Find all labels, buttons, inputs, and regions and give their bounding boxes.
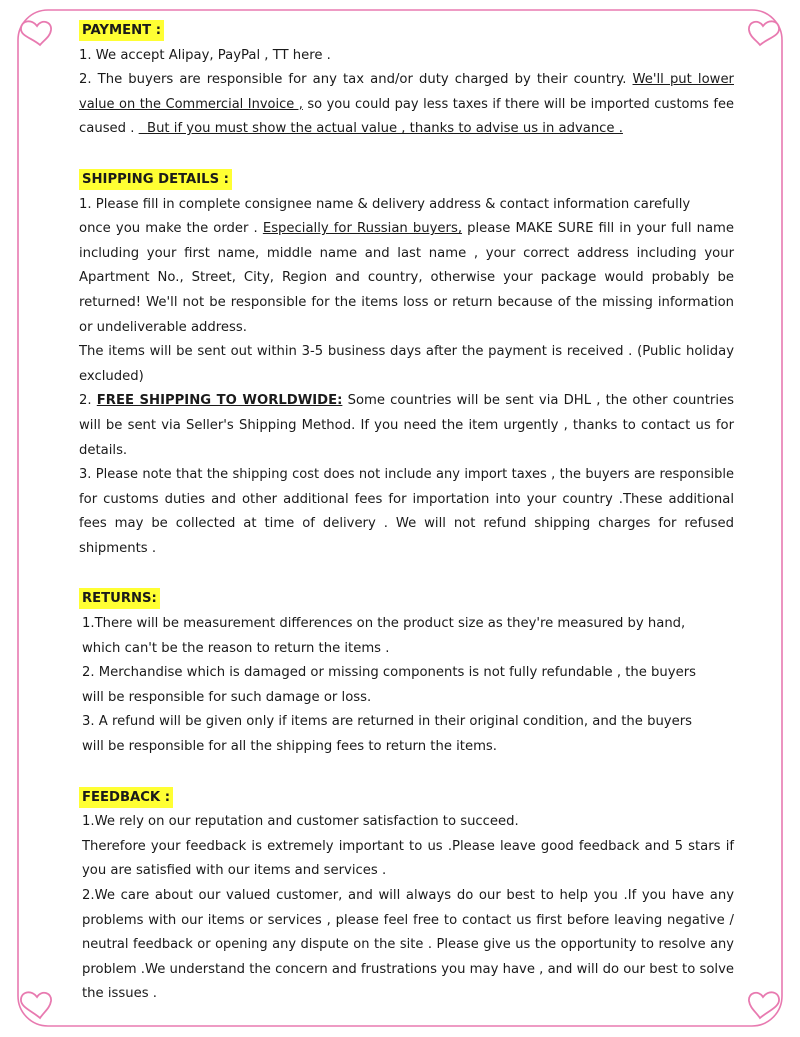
returns-section	[79, 586, 734, 759]
shipping-line-12: 3. Please note that the shipping cost does not include any import taxes , the buyers are responsible	[79, 467, 734, 483]
feedback-line-5: problems with our items or services , please feel free to contact us first before leaving negative /	[82, 912, 734, 928]
shipping-line-1: 1. Please fill in complete consignee name & delivery address & contact information carefully	[79, 196, 691, 212]
feedback-line-2: Therefore your feedback is extremely important to us .Please leave good feedback and 5 stars if	[82, 838, 734, 854]
heart-icon-bottom-left	[21, 992, 51, 1018]
payment-heading: PAYMENT :	[79, 20, 164, 41]
feedback-line-7: problem .We understand the concern and frustrations you may have , and will do our best to solve	[82, 961, 734, 977]
feedback-line-8: the issues .	[82, 986, 157, 1002]
shipping-section	[79, 167, 734, 562]
payment-line-4: caused . But if you must show the actual value , thanks to advise us in advance .	[79, 121, 623, 137]
returns-line-4: will be responsible for such damage or loss.	[82, 689, 372, 705]
shipping-line-8: excluded)	[79, 368, 144, 384]
shipping-line-5: returned! We'll not be responsible for the items loss or return because of the missing information	[79, 294, 734, 310]
shipping-heading: SHIPPING DETAILS :	[79, 169, 232, 190]
feedback-line-6: neutral feedback or opening any dispute on the site . Please give us the opportunity to resolve any	[82, 937, 734, 953]
heart-icon-top-right	[749, 21, 779, 45]
feedback-heading: FEEDBACK :	[79, 787, 173, 808]
feedback-line-1: 1.We rely on our reputation and customer satisfaction to succeed.	[82, 814, 519, 830]
returns-heading: RETURNS:	[79, 588, 160, 609]
policy-document	[79, 18, 734, 1007]
shipping-line-15: shipments .	[79, 540, 157, 556]
shipping-line-13: for customs duties and other additional fees for importation into your country .These additional	[79, 491, 734, 507]
payment-line-2: 2. The buyers are responsible for any tax and/or duty charged by their country. We'll put lower	[79, 72, 734, 88]
shipping-line-6: or undeliverable address.	[79, 319, 247, 335]
feedback-line-3: you are satisfied with our items and services .	[82, 863, 387, 879]
feedback-section	[79, 785, 734, 1007]
shipping-line-2: once you make the order . Especially for Russian buyers, please MAKE SURE fill in your full name	[79, 221, 735, 237]
free-shipping-label: FREE SHIPPING TO WORLDWIDE:	[96, 393, 343, 409]
payment-section	[79, 18, 734, 142]
returns-line-3: 2. Merchandise which is damaged or missing components is not fully refundable , the buyers	[82, 665, 696, 681]
payment-underline-1: We'll put lower	[632, 72, 734, 88]
shipping-line-4: Apartment No., Street, City, Region and country, otherwise your package would probably be	[79, 270, 734, 286]
shipping-line-3: including your first name, middle name and last name , your correct address including your	[79, 245, 734, 261]
shipping-underline-russian: Especially for Russian buyers,	[262, 221, 463, 237]
heart-icon-bottom-right	[749, 992, 779, 1018]
payment-line-1: 1. We accept Alipay, PayPal , TT here .	[79, 47, 331, 63]
heart-icon-top-left	[21, 21, 51, 45]
shipping-line-10: will be sent via Seller's Shipping Method. If you need the item urgently , thanks to contact us for	[79, 417, 734, 433]
payment-underline-2: value on the Commercial Invoice ,	[79, 96, 303, 112]
returns-line-5: 3. A refund will be given only if items are returned in their original condition, and the buyers	[82, 714, 693, 730]
payment-line-3: value on the Commercial Invoice , so you could pay less taxes if there will be imported customs fee	[79, 96, 734, 112]
returns-line-1: 1.There will be measurement differences on the product size as they're measured by hand,	[82, 616, 686, 632]
returns-line-2: which can't be the reason to return the items .	[82, 640, 390, 656]
payment-underline-3: But if you must show the actual value , thanks to advise us in advance .	[147, 121, 623, 137]
shipping-line-9: 2. FREE SHIPPING TO WORLDWIDE: Some countries will be sent via DHL , the other countries	[79, 393, 734, 409]
returns-line-6: will be responsible for all the shipping fees to return the items.	[82, 739, 497, 755]
shipping-line-11: details.	[79, 442, 128, 458]
shipping-line-14: fees may be collected at time of delivery . We will not refund shipping charges for refused	[79, 516, 734, 532]
shipping-line-7: The items will be sent out within 3-5 business days after the payment is received . (Public holiday	[79, 344, 734, 360]
feedback-line-4: 2.We care about our valued customer, and will always do our best to help you .If you have any	[82, 888, 734, 903]
